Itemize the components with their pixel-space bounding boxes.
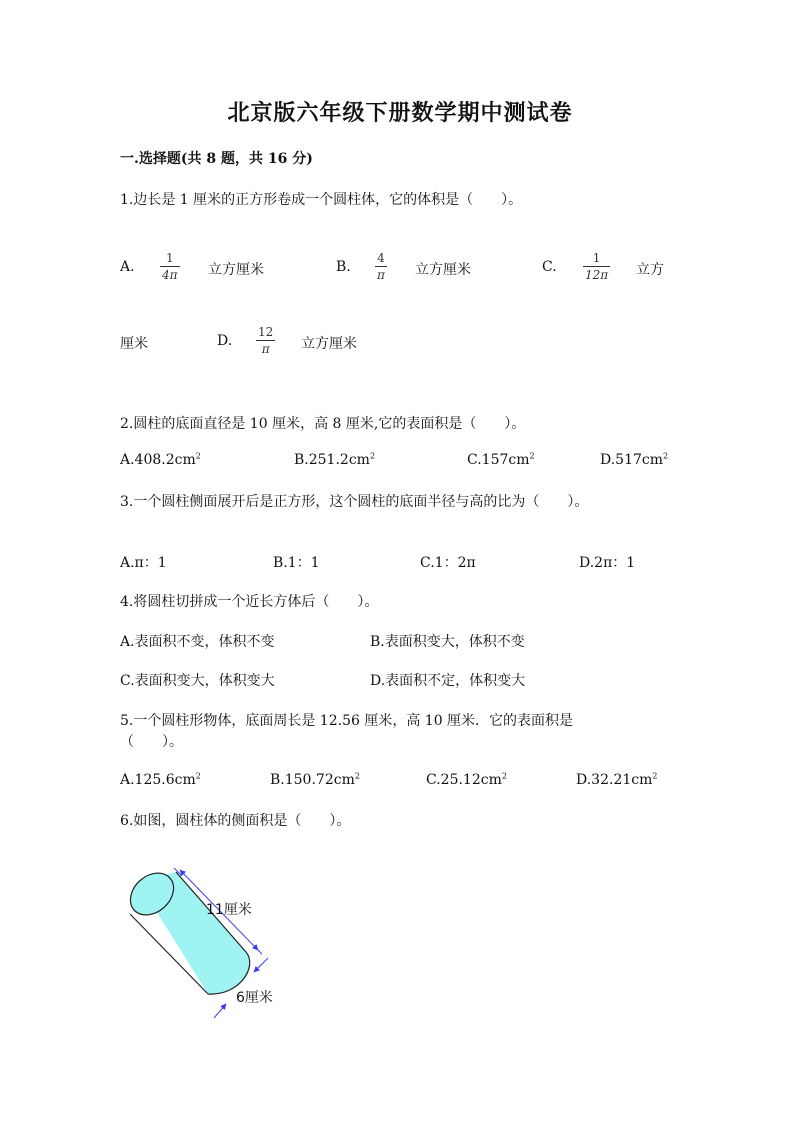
q1-option-c-fraction: [583, 251, 610, 282]
fraction-numerator: 12: [258, 325, 274, 339]
cylinder-figure: [118, 862, 298, 1032]
q4-option-a: A.表面积不变，体积不变: [120, 634, 275, 650]
superscript: 2: [501, 771, 507, 781]
q1-option-d-fraction: [256, 325, 275, 356]
q1-option-a-fraction: [160, 251, 180, 282]
option-text: A.408.2cm: [120, 452, 196, 468]
option-text: D.517cm: [600, 452, 664, 468]
q5-option-d: [576, 772, 657, 788]
q1-option-c-letter: C.: [542, 259, 557, 275]
question-6-stem: 6.如图，圆柱体的侧面积是（ ）。: [120, 813, 351, 829]
q3-option-a: A.π：1: [120, 555, 167, 571]
fraction-denominator: π: [377, 268, 385, 282]
question-3-stem: 3.一个圆柱侧面展开后是正方形，这个圆柱的底面半径与高的比为（ ）。: [120, 494, 589, 510]
fraction-bar: [256, 340, 275, 341]
diameter-arrow-lower: [214, 1004, 226, 1018]
q3-option-b: B.1：1: [273, 555, 320, 571]
section-heading: 一.选择题(共 8 题，共 16 分): [120, 151, 313, 167]
q2-option-a: [120, 452, 201, 468]
question-2-stem: 2.圆柱的底面直径是 10 厘米，高 8 厘米,它的表面积是（ ）。: [120, 416, 526, 432]
fraction-denominator: 12π: [585, 268, 609, 282]
question-5-stem-line2: （ ）。: [120, 734, 183, 750]
q4-option-d: D.表面积不定，体积变大: [370, 673, 526, 689]
q1-option-d-unit: 立方厘米: [301, 336, 357, 352]
q3-option-d: D.2π：1: [579, 555, 636, 571]
q5-option-c: [426, 772, 507, 788]
superscript: 2: [369, 451, 376, 461]
fraction-bar: [583, 266, 610, 267]
q1-option-a-unit: 立方厘米: [208, 262, 264, 278]
q1-option-d-letter: D.: [217, 333, 233, 349]
question-5-stem-line1: 5.一个圆柱形物体，底面周长是 12.56 厘米，高 10 厘米．它的表面积是: [120, 713, 574, 729]
q2-option-d: [600, 452, 668, 468]
superscript: 2: [195, 451, 201, 461]
fraction-bar: [160, 266, 180, 267]
q1-option-a-letter: A.: [120, 259, 135, 275]
option-text: C.25.12cm: [426, 772, 502, 788]
diameter-arrow-upper: [254, 958, 268, 972]
q1-option-c-unit: 立方: [636, 262, 664, 278]
q2-option-c: [467, 452, 535, 468]
q3-option-c: C.1：2π: [420, 555, 476, 571]
fraction-denominator: π: [261, 342, 270, 356]
option-text: B.150.72cm: [270, 772, 355, 788]
option-text: C.157cm: [467, 452, 530, 468]
q2-option-b: [294, 452, 375, 468]
superscript: 2: [195, 771, 201, 781]
fraction-numerator: 4: [377, 251, 385, 265]
fraction-denominator: 4π: [162, 268, 178, 282]
question-1-stem: 1.边长是 1 厘米的正方形卷成一个圆柱体，它的体积是（ ）。: [120, 192, 523, 208]
superscript: 2: [354, 771, 360, 781]
q5-option-a: [120, 772, 201, 788]
q1-option-b-letter: B.: [336, 259, 351, 275]
q1-option-b-fraction: [375, 251, 387, 282]
length-label: 11厘米: [206, 902, 252, 918]
page-title: 北京版六年级下册数学期中测试卷: [227, 100, 573, 126]
question-4-stem: 4.将圆柱切拼成一个近长方体后（ ）。: [120, 594, 379, 610]
option-text: A.125.6cm: [120, 772, 196, 788]
q4-option-c: C.表面积变大，体积变大: [120, 673, 275, 689]
fraction-bar: [375, 266, 387, 267]
superscript: 2: [652, 771, 658, 781]
fraction-numerator: 1: [592, 251, 601, 265]
q5-option-b: [270, 772, 360, 788]
superscript: 2: [529, 451, 535, 461]
q1-option-c-unit-continued: 厘米: [120, 336, 148, 352]
option-text: D.32.21cm: [576, 772, 653, 788]
superscript: 2: [663, 451, 669, 461]
diameter-label: 6厘米: [236, 990, 273, 1006]
q1-option-b-unit: 立方厘米: [415, 262, 471, 278]
option-text: B.251.2cm: [294, 452, 370, 468]
q4-option-b: B.表面积变大，体积不变: [370, 634, 525, 650]
fraction-numerator: 1: [165, 251, 174, 265]
